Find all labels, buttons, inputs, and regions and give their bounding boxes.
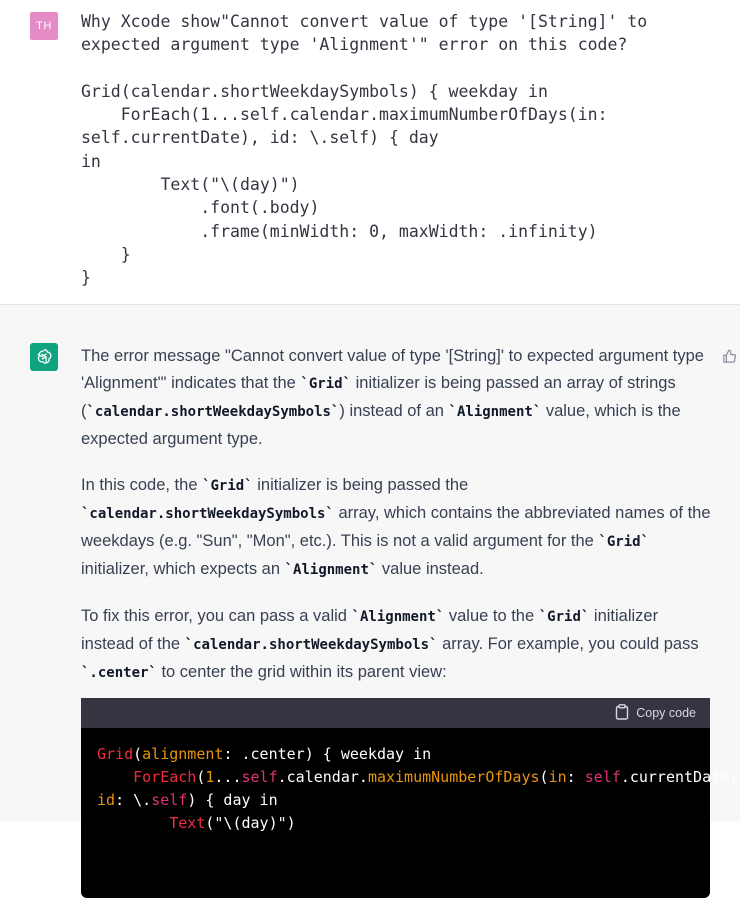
- code-token: 1: [205, 768, 215, 786]
- code-line: [97, 814, 296, 832]
- assistant-paragraph: [81, 343, 711, 453]
- code-token: [97, 814, 169, 832]
- code-line: [97, 745, 431, 763]
- thumbs-up-icon[interactable]: [720, 347, 738, 365]
- clipboard-icon: [615, 704, 629, 723]
- user-avatar: TH: [30, 12, 58, 40]
- copy-code-button[interactable]: [615, 704, 696, 723]
- assistant-paragraph: [81, 603, 711, 687]
- user-message-block: [0, 0, 740, 305]
- inline-code: `Alignment`: [448, 404, 542, 420]
- code-line: [97, 768, 747, 786]
- inline-code: `Alignment`: [284, 562, 378, 578]
- paragraph-text: array. For example, you could pass: [437, 635, 699, 653]
- code-token: in: [548, 768, 567, 786]
- paragraph-text: value, which is the expected argument type.: [81, 402, 681, 448]
- inline-code: `Alignment`: [351, 609, 445, 625]
- code-token: :: [566, 768, 585, 786]
- code-token: ...: [214, 768, 242, 786]
- paragraph-text: initializer, which expects an: [81, 560, 285, 578]
- inline-code: `Grid`: [598, 534, 650, 550]
- code-content: [81, 728, 747, 850]
- code-block: [81, 698, 747, 898]
- code-token: self: [151, 791, 188, 809]
- code-token: Text: [169, 814, 206, 832]
- code-token: : \.: [115, 791, 152, 809]
- code-token: [97, 768, 133, 786]
- code-block-header: [81, 698, 710, 728]
- paragraph-text: array, which contains the abbreviated names of the weekdays (e.g. "Sun", "Mon", etc.). This is not a valid argument for the: [81, 504, 711, 550]
- paragraph-text: To fix this error, you can pass a valid: [81, 607, 352, 625]
- code-token: Grid: [97, 745, 134, 763]
- paragraph-text: The error message "Cannot convert value of type '[String]' to expected argument type 'Alignment'" indicates that the: [81, 347, 704, 392]
- paragraph-text: initializer is being passed the: [252, 476, 469, 494]
- inline-code: `calendar.shortWeekdaySymbols`: [86, 404, 340, 420]
- code-token: : .center) { weekday in: [223, 745, 432, 763]
- inline-code: `Grid`: [538, 609, 590, 625]
- code-token: id: [97, 791, 116, 809]
- inline-code: `Grid`: [202, 478, 253, 494]
- code-token: ) { day in: [187, 791, 278, 809]
- code-token: (: [133, 745, 143, 763]
- code-token: maximumNumberOfDays: [367, 768, 540, 786]
- code-token: .calendar.: [277, 768, 368, 786]
- code-token: (: [539, 768, 549, 786]
- code-token: self: [584, 768, 621, 786]
- user-message-text: Why Xcode show"Cannot convert value of type '[String]' to expected argument type 'Alignment'" error on this code? Grid(calendar.shortWeekdaySymbols) { weekday in ForEach(1...self.calendar.maximumNumberOfDays(in: self.currentDate), id: \.self) { day in Text("\(day)") .font(.body) .frame(minWidth: 0, maxWidth: .infinity) } }: [81, 12, 648, 288]
- inline-code: `Grid`: [300, 376, 352, 392]
- code-line: [97, 791, 278, 809]
- code-token: alignment: [142, 745, 224, 763]
- paragraph-text: to center the grid within its parent view:: [156, 663, 447, 681]
- inline-code: `calendar.shortWeekdaySymbols`: [184, 637, 438, 653]
- code-token: (: [196, 768, 206, 786]
- paragraph-text: In this code, the: [81, 476, 203, 494]
- paragraph-text: initializer is being passed an array of strings (: [81, 374, 676, 420]
- paragraph-text: initializer instead of the: [81, 607, 659, 653]
- code-token: self: [241, 768, 278, 786]
- assistant-paragraph: [81, 472, 711, 584]
- paragraph-text: value instead.: [377, 560, 484, 578]
- assistant-message-text: [81, 343, 711, 706]
- inline-code: `.center`: [81, 665, 157, 681]
- inline-code: `calendar.shortWeekdaySymbols`: [81, 506, 334, 522]
- openai-logo-icon: [30, 343, 58, 371]
- code-token: ForEach: [133, 768, 197, 786]
- code-token: .currentDate),: [620, 768, 747, 786]
- paragraph-text: value to the: [444, 607, 539, 625]
- paragraph-text: ) instead of an: [339, 402, 449, 420]
- copy-code-label: Copy code: [636, 706, 696, 720]
- code-token: ("\(day)"): [205, 814, 296, 832]
- assistant-message-block: [0, 305, 747, 832]
